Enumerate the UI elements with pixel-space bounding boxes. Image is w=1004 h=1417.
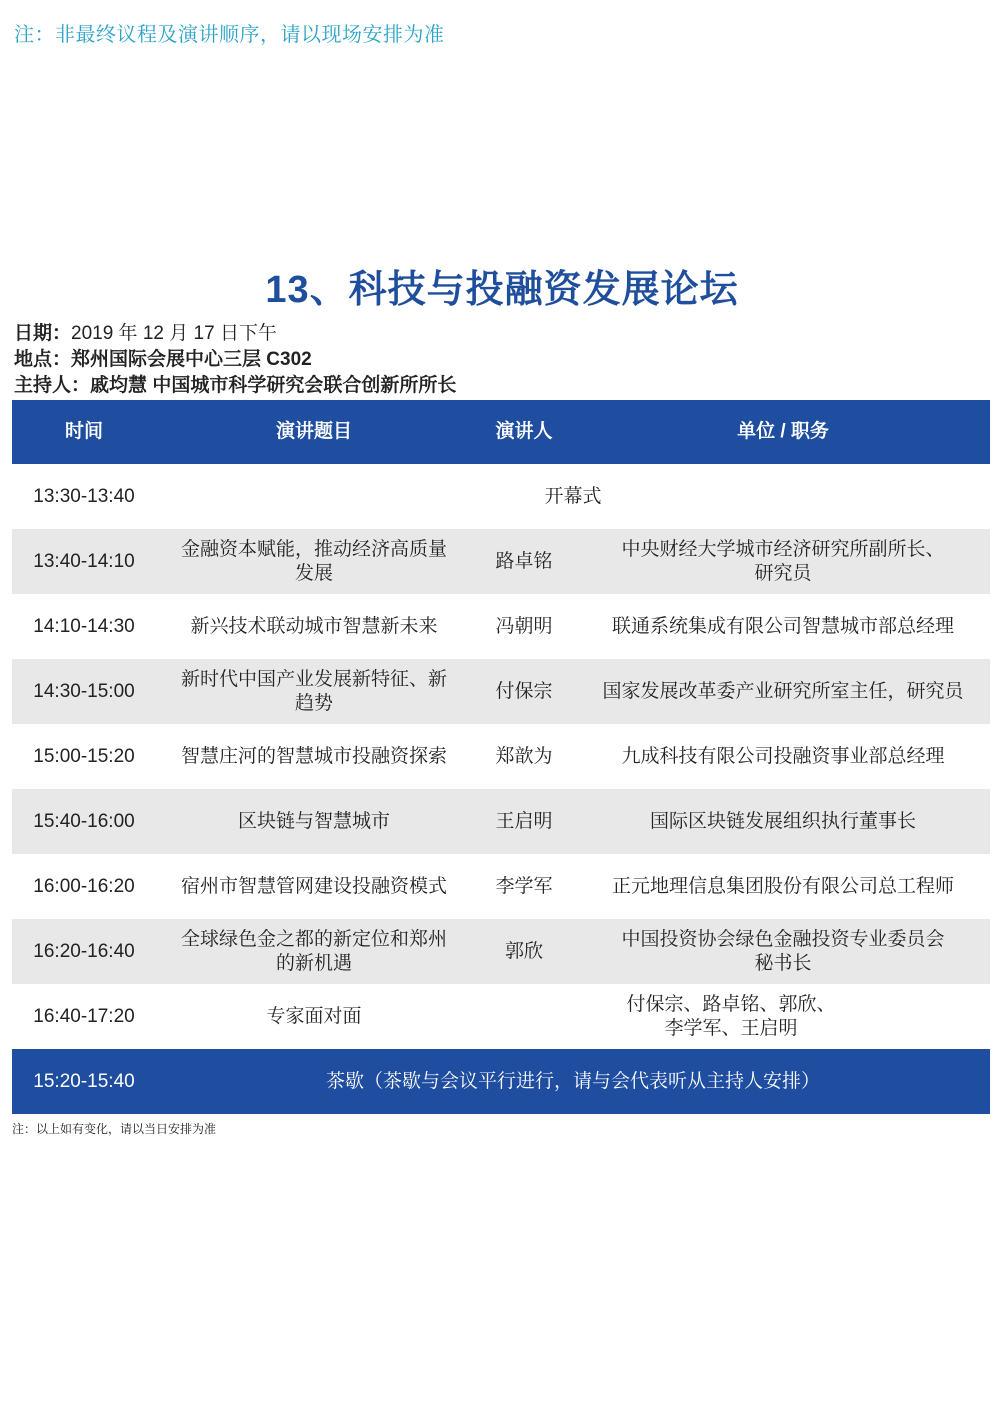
org-line: 九成科技有限公司投融资事业部总经理: [621, 745, 945, 767]
date-label: 日期：: [14, 323, 72, 344]
topic-line: 金融资本赋能，推动经济高质量: [180, 538, 447, 560]
cell-org: [576, 724, 990, 789]
cell-speaker: 王启明: [495, 810, 553, 832]
meta-host: [14, 373, 456, 399]
org-line: 研究员: [754, 562, 812, 584]
cell-org: [576, 854, 990, 919]
topic-line: 区块链与智慧城市: [237, 810, 390, 832]
cell-speaker: 郭欣: [504, 940, 543, 962]
cell-org: [576, 919, 990, 984]
cell-time: 14:10-14:30: [33, 615, 135, 637]
top-note: 注：非最终议程及演讲顺序，请以现场安排为准: [14, 24, 445, 46]
cell-time: 14:30-15:00: [33, 680, 135, 702]
cell-speaker: 路卓铭: [495, 550, 553, 572]
cell-time: 16:40-17:20: [33, 1005, 135, 1027]
cell-time: 16:00-16:20: [33, 875, 135, 897]
cell-opening: 开幕式: [544, 485, 602, 507]
table-header-row: [12, 400, 990, 464]
cell-speaker: 冯朝明: [495, 615, 553, 637]
org-line: 中国投资协会绿色金融投资专业委员会: [621, 928, 945, 950]
cell-speaker: 郑歆为: [495, 745, 553, 767]
table-row: [12, 594, 990, 659]
cell-org: [576, 659, 990, 724]
topic-line: 智慧庄河的智慧城市投融资探索: [180, 745, 447, 767]
header-topic: 演讲题目: [275, 421, 352, 442]
header-org: 单位 / 职务: [737, 421, 829, 442]
cell-speaker: 李学军: [495, 875, 553, 897]
table-row: [12, 659, 990, 724]
panel-speakers-line: 李学军、王启明: [664, 1017, 798, 1039]
cell-topic: [156, 594, 472, 659]
meta-place: [14, 347, 456, 373]
table-row: [12, 919, 990, 984]
topic-line: 全球绿色金之都的新定位和郑州: [180, 928, 447, 950]
host-label: 主持人：: [14, 375, 91, 396]
cell-speaker: 付保宗: [495, 680, 553, 702]
cell-time: 15:00-15:20: [33, 745, 135, 767]
topic-line: 宿州市智慧管网建设投融资模式: [180, 875, 447, 897]
meta-date: [14, 321, 456, 347]
cell-panel-speakers: [472, 984, 990, 1049]
topic-line: 新兴技术联动城市智慧新未来: [190, 615, 438, 637]
topic-line: 发展: [294, 562, 333, 584]
org-line: 中央财经大学城市经济研究所副所长、: [621, 538, 945, 560]
org-line: 正元地理信息集团股份有限公司总工程师: [611, 875, 954, 897]
cell-time: 15:40-16:00: [33, 810, 135, 832]
topic-line: 的新机遇: [275, 952, 352, 974]
topic-line: 新时代中国产业发展新特征、新: [180, 668, 447, 690]
cell-topic: [156, 724, 472, 789]
cell-org: [576, 789, 990, 854]
org-line: 国家发展改革委产业研究所室主任，研究员: [602, 680, 964, 702]
place-label: 地点：: [14, 349, 72, 370]
org-line: 联通系统集成有限公司智慧城市部总经理: [611, 615, 954, 637]
table-row: [12, 724, 990, 789]
header-speaker: 演讲人: [495, 421, 553, 442]
bottom-note: 注：以上如有变化，请以当日安排为准: [12, 1122, 217, 1136]
cell-topic: [156, 789, 472, 854]
cell-topic: [156, 659, 472, 724]
table-row-tea-break: [12, 1049, 990, 1114]
meta-block: [14, 321, 456, 399]
cell-org: [576, 594, 990, 659]
host-name: 戚均慧: [90, 375, 148, 396]
table-row-panel: [12, 984, 990, 1049]
date-value: 2019 年 12 月 17 日下午: [71, 323, 277, 344]
cell-org: [576, 529, 990, 594]
place-value: 郑州国际会展中心三层 C302: [71, 349, 312, 370]
cell-topic: [156, 529, 472, 594]
host-title: 中国城市科学研究会联合创新所所长: [152, 375, 457, 396]
org-line: 国际区块链发展组织执行董事长: [649, 810, 916, 832]
page-title: 13、科技与投融资发展论坛: [265, 269, 739, 311]
table-row: [12, 854, 990, 919]
cell-topic: 专家面对面: [266, 1005, 362, 1027]
cell-time: 16:20-16:40: [33, 940, 135, 962]
agenda-table: [12, 400, 990, 1114]
cell-time: 15:20-15:40: [33, 1070, 135, 1092]
topic-line: 趋势: [294, 692, 333, 714]
header-time: 时间: [64, 421, 103, 442]
table-row-opening: [12, 464, 990, 529]
org-line: 秘书长: [754, 952, 812, 974]
table-row: [12, 529, 990, 594]
cell-time: 13:40-14:10: [33, 550, 135, 572]
cell-tea-break: 茶歇（茶歇与会议平行进行，请与会代表听从主持人安排）: [325, 1070, 820, 1092]
cell-topic: [156, 854, 472, 919]
cell-time: 13:30-13:40: [33, 485, 135, 507]
cell-topic: [156, 919, 472, 984]
panel-speakers-line: 付保宗、路卓铭、郭欣、: [626, 993, 836, 1015]
table-row: [12, 789, 990, 854]
